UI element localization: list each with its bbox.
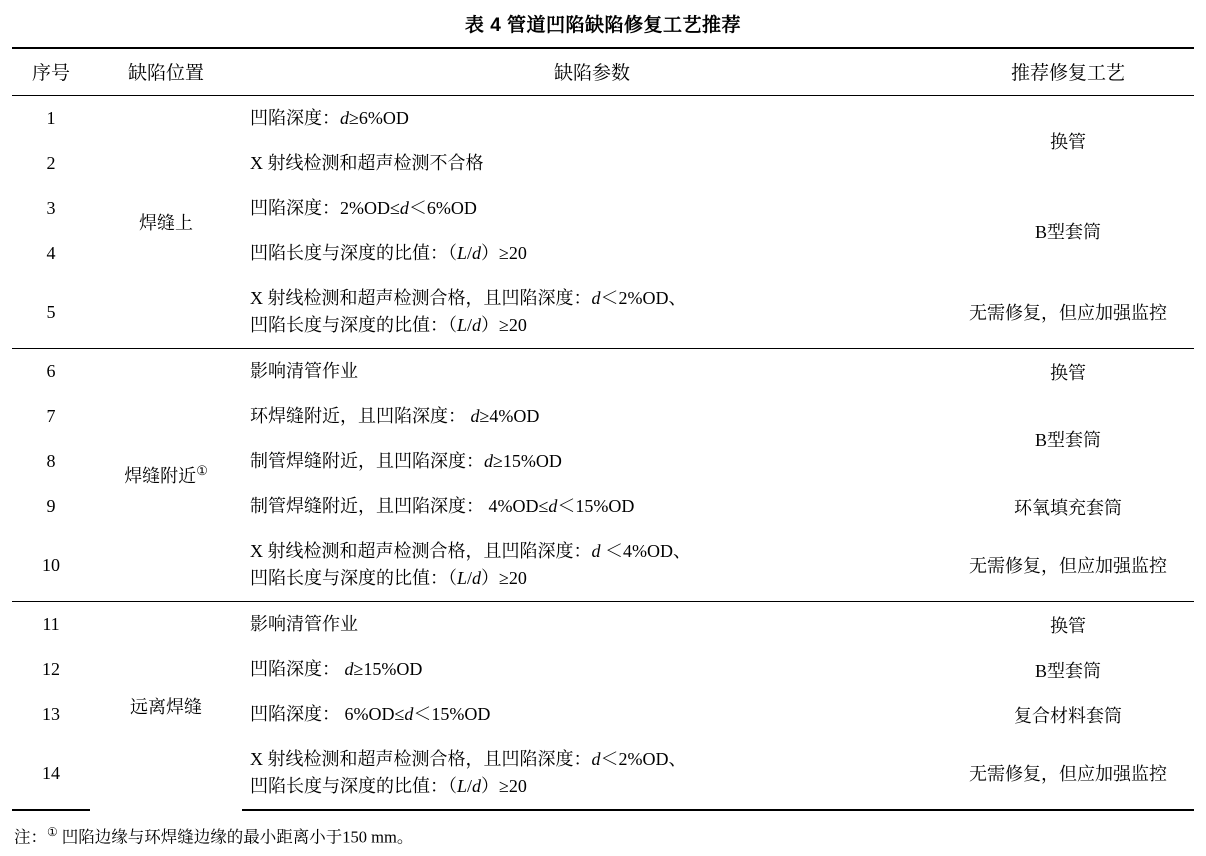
cell-method: B型套筒 (1034, 660, 1101, 681)
cell-seq: 8 (46, 451, 56, 471)
table-row (12, 602, 1194, 648)
cell-seq: 9 (46, 496, 56, 516)
repair-method-table (12, 47, 1194, 811)
table-header-row (12, 48, 1194, 96)
cell-parameter: 凹陷深度：d≥6%OD (242, 96, 942, 142)
cell-method: 无需修复，但应加强监控 (969, 303, 1167, 323)
cell-method: 换管 (942, 602, 1194, 648)
table-note: 注：① 凹陷边缘与环焊缝边缘的最小距离小于150 mm。 (14, 825, 414, 847)
cell-parameter: X 射线检测和超声检测合格，且凹陷深度：d＜2%OD、 凹陷长度与深度的比值：（L/d）≥20 (250, 288, 687, 335)
column-header-location: 缺陷位置 (90, 48, 242, 96)
cell-method: 无需修复，但应加强监控 (942, 737, 1194, 810)
cell-method: 环氧填充套筒 (1014, 497, 1122, 518)
cell-parameter: 影响清管作业 (242, 602, 942, 648)
cell-method: B型套筒 (1034, 430, 1101, 450)
table-row (12, 96, 1194, 142)
cell-seq: 13 (42, 704, 60, 724)
cell-method: 复合材料套筒 (1014, 705, 1122, 726)
cell-location: 焊缝上 (90, 96, 242, 349)
table-body (12, 96, 1194, 811)
cell-parameter: 凹陷深度：2%OD≤d＜6%OD (250, 198, 477, 218)
cell-method: 换管 (942, 96, 1194, 187)
table-header (12, 48, 1194, 96)
cell-parameter: 制管焊缝附近，且凹陷深度：d≥15%OD (250, 451, 562, 471)
cell-parameter: 凹陷深度： 6%OD≤d＜15%OD (250, 704, 491, 724)
cell-seq: 12 (42, 659, 60, 679)
cell-seq: 2 (46, 153, 56, 173)
column-header-seq: 序号 (12, 48, 90, 96)
cell-parameter: 凹陷长度与深度的比值：（L/d）≥20 (250, 243, 527, 263)
cell-parameter: X 射线检测和超声检测不合格 (250, 153, 484, 173)
cell-parameter: 凹陷深度： d≥15%OD (250, 659, 423, 679)
page-title: 表 4 管道凹陷缺陷修复工艺推荐 (464, 15, 742, 36)
cell-seq: 5 (46, 301, 56, 322)
cell-parameter: 影响清管作业 (242, 349, 942, 395)
cell-seq: 3 (46, 198, 56, 218)
cell-method: 换管 (942, 349, 1194, 395)
cell-seq: 6 (12, 349, 90, 395)
cell-location: 远离焊缝 (90, 602, 242, 811)
cell-parameter: X 射线检测和超声检测合格，且凹陷深度：d ＜4%OD、 凹陷长度与深度的比值：（L/d）≥20 (250, 541, 691, 588)
cell-parameter: 环焊缝附近，且凹陷深度： d≥4%OD (250, 406, 540, 426)
cell-seq: 11 (12, 602, 90, 648)
table-row (12, 349, 1194, 395)
cell-parameter: 制管焊缝附近，且凹陷深度： 4%OD≤d＜15%OD (250, 496, 635, 516)
cell-seq: 14 (12, 737, 90, 810)
cell-seq: 10 (42, 554, 60, 575)
cell-parameter: X 射线检测和超声检测合格，且凹陷深度：d＜2%OD、 凹陷长度与深度的比值：（L/d）≥20 (242, 737, 942, 810)
cell-location: 焊缝附近① (90, 349, 242, 602)
cell-seq: 7 (46, 406, 56, 426)
cell-method: B型套筒 (1034, 222, 1101, 242)
cell-seq: 1 (12, 96, 90, 142)
cell-seq: 4 (46, 243, 56, 263)
cell-method: 无需修复，但应加强监控 (969, 556, 1167, 576)
column-header-method: 推荐修复工艺 (942, 48, 1194, 96)
column-header-parameter: 缺陷参数 (242, 48, 942, 96)
